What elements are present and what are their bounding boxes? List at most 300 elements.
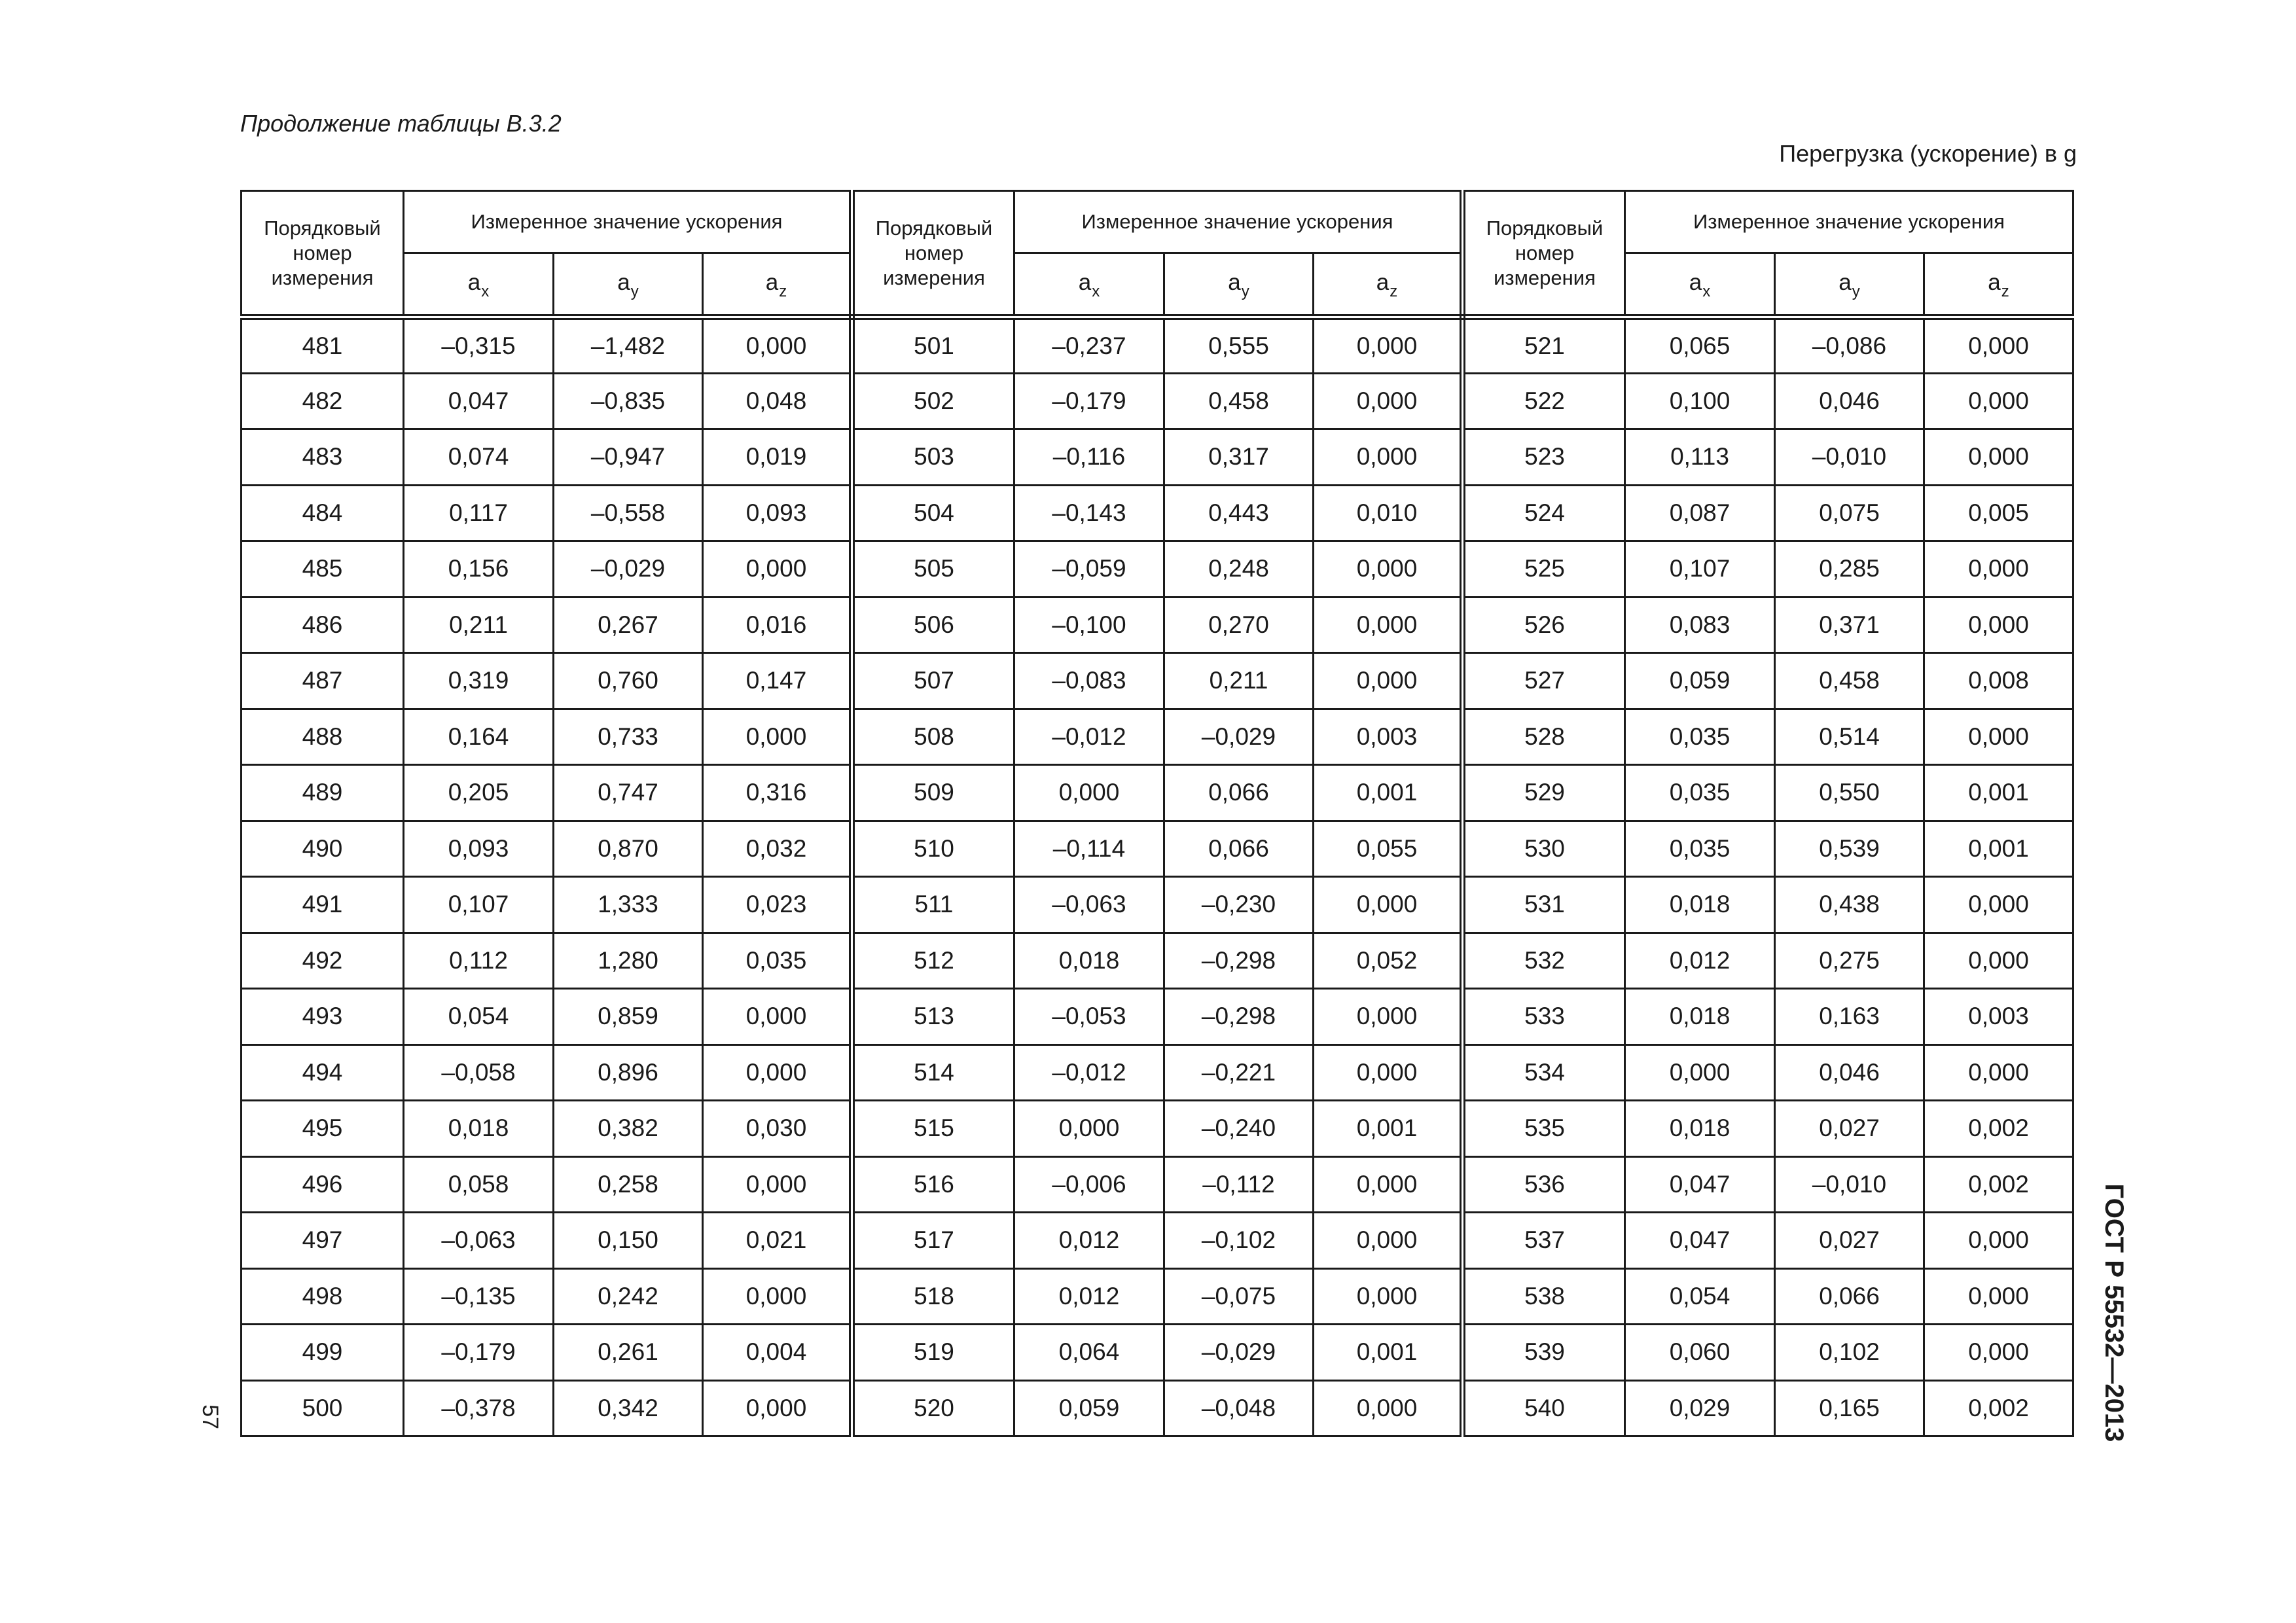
table-row bbox=[242, 933, 2073, 989]
acceleration-x-cell: –0,063 bbox=[404, 1213, 554, 1269]
measurement-number-cell: 507 bbox=[852, 653, 1014, 709]
measurement-number-cell: 488 bbox=[242, 709, 404, 765]
units-note: Перегрузка (ускорение) в g bbox=[1779, 140, 2077, 167]
header-axis-z bbox=[1924, 253, 2073, 317]
measurement-number-cell: 501 bbox=[852, 317, 1014, 374]
acceleration-z-cell: 0,000 bbox=[1924, 541, 2073, 597]
acceleration-y-cell: 0,066 bbox=[1775, 1268, 1924, 1325]
measurement-number-cell: 540 bbox=[1463, 1380, 1625, 1436]
header-measured-acceleration: Измеренное значение ускорения bbox=[404, 191, 852, 253]
acceleration-z-cell: 0,000 bbox=[1314, 1268, 1463, 1325]
acceleration-x-cell: –0,237 bbox=[1014, 317, 1164, 374]
table-row bbox=[242, 373, 2073, 429]
measurement-number-cell: 481 bbox=[242, 317, 404, 374]
acceleration-y-cell: 0,163 bbox=[1775, 989, 1924, 1045]
measurement-number-cell: 492 bbox=[242, 933, 404, 989]
axis-letter: a bbox=[467, 270, 481, 295]
acceleration-z-cell: 0,316 bbox=[703, 765, 852, 821]
axis-letter: a bbox=[1988, 270, 2001, 295]
acceleration-y-cell: –0,075 bbox=[1164, 1268, 1314, 1325]
measurement-number-cell: 522 bbox=[1463, 373, 1625, 429]
acceleration-y-cell: 0,458 bbox=[1164, 373, 1314, 429]
acceleration-x-cell: 0,113 bbox=[1625, 429, 1775, 486]
acceleration-x-cell: 0,000 bbox=[1014, 765, 1164, 821]
acceleration-x-cell: 0,100 bbox=[1625, 373, 1775, 429]
table-row bbox=[242, 989, 2073, 1045]
acceleration-z-cell: 0,000 bbox=[1314, 597, 1463, 653]
acceleration-x-cell: –0,135 bbox=[404, 1268, 554, 1325]
measurement-number-cell: 503 bbox=[852, 429, 1014, 486]
acceleration-z-cell: 0,000 bbox=[703, 1380, 852, 1436]
table-caption: Продолжение таблицы В.3.2 bbox=[240, 110, 562, 137]
acceleration-y-cell: 0,267 bbox=[554, 597, 703, 653]
measurement-number-cell: 491 bbox=[242, 877, 404, 933]
acceleration-z-cell: 0,000 bbox=[1924, 597, 2073, 653]
acceleration-z-cell: 0,021 bbox=[703, 1213, 852, 1269]
acceleration-z-cell: 0,003 bbox=[1924, 989, 2073, 1045]
acceleration-z-cell: 0,000 bbox=[1924, 373, 2073, 429]
measurement-number-cell: 508 bbox=[852, 709, 1014, 765]
axis-subscript: y bbox=[1241, 283, 1249, 300]
measurement-number-cell: 519 bbox=[852, 1325, 1014, 1381]
axis-subscript: x bbox=[1092, 283, 1100, 300]
acceleration-z-cell: 0,000 bbox=[1924, 317, 2073, 374]
acceleration-y-cell: 0,539 bbox=[1775, 821, 1924, 877]
acceleration-y-cell: 0,342 bbox=[554, 1380, 703, 1436]
acceleration-x-cell: –0,179 bbox=[404, 1325, 554, 1381]
acceleration-x-cell: –0,012 bbox=[1014, 1044, 1164, 1101]
acceleration-y-cell: –1,482 bbox=[554, 317, 703, 374]
acceleration-z-cell: 0,000 bbox=[1314, 989, 1463, 1045]
acceleration-y-cell: –0,029 bbox=[1164, 709, 1314, 765]
acceleration-y-cell: 0,066 bbox=[1164, 765, 1314, 821]
axis-letter: a bbox=[1078, 270, 1092, 295]
acceleration-z-cell: 0,000 bbox=[1924, 709, 2073, 765]
header-axis-y bbox=[1775, 253, 1924, 317]
measurement-number-cell: 534 bbox=[1463, 1044, 1625, 1101]
acceleration-x-cell: 0,107 bbox=[1625, 541, 1775, 597]
acceleration-y-cell: –0,835 bbox=[554, 373, 703, 429]
acceleration-z-cell: 0,000 bbox=[1924, 1213, 2073, 1269]
acceleration-x-cell: 0,000 bbox=[1014, 1101, 1164, 1157]
measurement-number-cell: 529 bbox=[1463, 765, 1625, 821]
acceleration-z-cell: 0,000 bbox=[1314, 1213, 1463, 1269]
acceleration-x-cell: 0,164 bbox=[404, 709, 554, 765]
header-axis-x bbox=[404, 253, 554, 317]
acceleration-y-cell: 0,150 bbox=[554, 1213, 703, 1269]
measurement-number-cell: 500 bbox=[242, 1380, 404, 1436]
acceleration-y-cell: 0,046 bbox=[1775, 1044, 1924, 1101]
acceleration-z-cell: 0,000 bbox=[1314, 373, 1463, 429]
acceleration-y-cell: 0,458 bbox=[1775, 653, 1924, 709]
acceleration-z-cell: 0,030 bbox=[703, 1101, 852, 1157]
acceleration-x-cell: –0,083 bbox=[1014, 653, 1164, 709]
acceleration-z-cell: 0,019 bbox=[703, 429, 852, 486]
acceleration-y-cell: 0,443 bbox=[1164, 485, 1314, 541]
acceleration-x-cell: 0,112 bbox=[404, 933, 554, 989]
acceleration-y-cell: 0,896 bbox=[554, 1044, 703, 1101]
acceleration-table bbox=[240, 190, 2074, 1437]
acceleration-y-cell: 0,261 bbox=[554, 1325, 703, 1381]
measurement-number-cell: 536 bbox=[1463, 1156, 1625, 1213]
measurement-number-cell: 528 bbox=[1463, 709, 1625, 765]
acceleration-y-cell: –0,230 bbox=[1164, 877, 1314, 933]
axis-letter: a bbox=[1839, 270, 1852, 295]
page-number: 57 bbox=[198, 1404, 223, 1429]
table-row bbox=[242, 1380, 2073, 1436]
table-row bbox=[242, 1325, 2073, 1381]
acceleration-x-cell: 0,018 bbox=[1014, 933, 1164, 989]
acceleration-z-cell: 0,002 bbox=[1924, 1380, 2073, 1436]
acceleration-z-cell: 0,000 bbox=[1314, 1044, 1463, 1101]
acceleration-z-cell: 0,093 bbox=[703, 485, 852, 541]
acceleration-y-cell: 0,550 bbox=[1775, 765, 1924, 821]
measurement-number-cell: 531 bbox=[1463, 877, 1625, 933]
acceleration-x-cell: 0,093 bbox=[404, 821, 554, 877]
acceleration-z-cell: 0,001 bbox=[1314, 1101, 1463, 1157]
measurement-number-cell: 482 bbox=[242, 373, 404, 429]
acceleration-x-cell: 0,047 bbox=[1625, 1213, 1775, 1269]
acceleration-x-cell: 0,156 bbox=[404, 541, 554, 597]
axis-letter: a bbox=[1689, 270, 1702, 295]
acceleration-x-cell: 0,018 bbox=[404, 1101, 554, 1157]
acceleration-y-cell: –0,298 bbox=[1164, 933, 1314, 989]
acceleration-x-cell: 0,065 bbox=[1625, 317, 1775, 374]
acceleration-y-cell: 0,066 bbox=[1164, 821, 1314, 877]
acceleration-z-cell: 0,000 bbox=[1924, 1325, 2073, 1381]
table-row bbox=[242, 541, 2073, 597]
table-row bbox=[242, 765, 2073, 821]
acceleration-x-cell: 0,035 bbox=[1625, 765, 1775, 821]
acceleration-x-cell: –0,058 bbox=[404, 1044, 554, 1101]
measurement-number-cell: 539 bbox=[1463, 1325, 1625, 1381]
measurement-number-cell: 498 bbox=[242, 1268, 404, 1325]
acceleration-y-cell: 0,870 bbox=[554, 821, 703, 877]
axis-subscript: y bbox=[1852, 283, 1860, 300]
measurement-number-cell: 496 bbox=[242, 1156, 404, 1213]
acceleration-x-cell: 0,211 bbox=[404, 597, 554, 653]
axis-letter: a bbox=[1376, 270, 1390, 295]
header-axis-z bbox=[703, 253, 852, 317]
measurement-number-cell: 504 bbox=[852, 485, 1014, 541]
header-measurement-number: Порядковый номер измерения bbox=[1463, 191, 1625, 317]
measurement-number-cell: 511 bbox=[852, 877, 1014, 933]
acceleration-y-cell: –0,010 bbox=[1775, 1156, 1924, 1213]
acceleration-z-cell: 0,000 bbox=[1924, 429, 2073, 486]
measurement-number-cell: 533 bbox=[1463, 989, 1625, 1045]
acceleration-x-cell: 0,087 bbox=[1625, 485, 1775, 541]
table-row bbox=[242, 429, 2073, 486]
measurement-number-cell: 538 bbox=[1463, 1268, 1625, 1325]
acceleration-x-cell: –0,114 bbox=[1014, 821, 1164, 877]
acceleration-x-cell: 0,205 bbox=[404, 765, 554, 821]
acceleration-x-cell: 0,059 bbox=[1625, 653, 1775, 709]
acceleration-z-cell: 0,001 bbox=[1924, 765, 2073, 821]
measurement-number-cell: 512 bbox=[852, 933, 1014, 989]
measurement-number-cell: 535 bbox=[1463, 1101, 1625, 1157]
acceleration-x-cell: 0,117 bbox=[404, 485, 554, 541]
acceleration-z-cell: 0,032 bbox=[703, 821, 852, 877]
header-axis-y bbox=[1164, 253, 1314, 317]
acceleration-y-cell: 0,733 bbox=[554, 709, 703, 765]
acceleration-x-cell: 0,012 bbox=[1625, 933, 1775, 989]
measurement-number-cell: 495 bbox=[242, 1101, 404, 1157]
acceleration-x-cell: –0,063 bbox=[1014, 877, 1164, 933]
measurement-number-cell: 532 bbox=[1463, 933, 1625, 989]
axis-subscript: z bbox=[779, 283, 787, 300]
measurement-number-cell: 523 bbox=[1463, 429, 1625, 486]
header-row-top bbox=[242, 191, 2073, 253]
acceleration-x-cell: 0,035 bbox=[1625, 709, 1775, 765]
acceleration-y-cell: –0,112 bbox=[1164, 1156, 1314, 1213]
acceleration-y-cell: 0,317 bbox=[1164, 429, 1314, 486]
acceleration-y-cell: 0,242 bbox=[554, 1268, 703, 1325]
acceleration-y-cell: 0,102 bbox=[1775, 1325, 1924, 1381]
measurement-number-cell: 514 bbox=[852, 1044, 1014, 1101]
acceleration-y-cell: –0,558 bbox=[554, 485, 703, 541]
acceleration-z-cell: 0,000 bbox=[1924, 1044, 2073, 1101]
acceleration-x-cell: –0,378 bbox=[404, 1380, 554, 1436]
axis-letter: a bbox=[617, 270, 630, 295]
header-measurement-number: Порядковый номер измерения bbox=[242, 191, 404, 317]
acceleration-z-cell: 0,048 bbox=[703, 373, 852, 429]
acceleration-x-cell: 0,018 bbox=[1625, 1101, 1775, 1157]
table-row bbox=[242, 485, 2073, 541]
measurement-number-cell: 494 bbox=[242, 1044, 404, 1101]
acceleration-z-cell: 0,052 bbox=[1314, 933, 1463, 989]
measurement-number-cell: 525 bbox=[1463, 541, 1625, 597]
measurement-number-cell: 537 bbox=[1463, 1213, 1625, 1269]
acceleration-x-cell: 0,029 bbox=[1625, 1380, 1775, 1436]
acceleration-z-cell: 0,000 bbox=[703, 1268, 852, 1325]
acceleration-z-cell: 0,004 bbox=[703, 1325, 852, 1381]
acceleration-y-cell: –0,010 bbox=[1775, 429, 1924, 486]
measurement-number-cell: 499 bbox=[242, 1325, 404, 1381]
measurement-number-cell: 524 bbox=[1463, 485, 1625, 541]
acceleration-z-cell: 0,002 bbox=[1924, 1101, 2073, 1157]
acceleration-x-cell: –0,006 bbox=[1014, 1156, 1164, 1213]
acceleration-y-cell: 0,211 bbox=[1164, 653, 1314, 709]
acceleration-y-cell: 0,514 bbox=[1775, 709, 1924, 765]
acceleration-y-cell: 0,555 bbox=[1164, 317, 1314, 374]
acceleration-z-cell: 0,147 bbox=[703, 653, 852, 709]
measurement-number-cell: 487 bbox=[242, 653, 404, 709]
acceleration-x-cell: 0,058 bbox=[404, 1156, 554, 1213]
measurement-number-cell: 518 bbox=[852, 1268, 1014, 1325]
acceleration-y-cell: –0,298 bbox=[1164, 989, 1314, 1045]
measurement-number-cell: 493 bbox=[242, 989, 404, 1045]
table-row bbox=[242, 1101, 2073, 1157]
acceleration-x-cell: 0,018 bbox=[1625, 877, 1775, 933]
header-axis-y bbox=[554, 253, 703, 317]
acceleration-x-cell: –0,143 bbox=[1014, 485, 1164, 541]
acceleration-y-cell: 0,371 bbox=[1775, 597, 1924, 653]
acceleration-x-cell: 0,012 bbox=[1014, 1268, 1164, 1325]
table-row bbox=[242, 653, 2073, 709]
acceleration-z-cell: 0,005 bbox=[1924, 485, 2073, 541]
acceleration-z-cell: 0,055 bbox=[1314, 821, 1463, 877]
acceleration-y-cell: 0,285 bbox=[1775, 541, 1924, 597]
measurement-number-cell: 520 bbox=[852, 1380, 1014, 1436]
table-row bbox=[242, 597, 2073, 653]
measurement-number-cell: 489 bbox=[242, 765, 404, 821]
acceleration-y-cell: 0,046 bbox=[1775, 373, 1924, 429]
measurement-number-cell: 526 bbox=[1463, 597, 1625, 653]
acceleration-y-cell: –0,086 bbox=[1775, 317, 1924, 374]
header-row-axes bbox=[242, 253, 2073, 317]
acceleration-z-cell: 0,000 bbox=[703, 1044, 852, 1101]
acceleration-x-cell: 0,047 bbox=[1625, 1156, 1775, 1213]
measurement-number-cell: 517 bbox=[852, 1213, 1014, 1269]
measurement-number-cell: 515 bbox=[852, 1101, 1014, 1157]
acceleration-x-cell: 0,054 bbox=[1625, 1268, 1775, 1325]
acceleration-z-cell: 0,010 bbox=[1314, 485, 1463, 541]
axis-letter: a bbox=[1228, 270, 1241, 295]
measurement-number-cell: 509 bbox=[852, 765, 1014, 821]
acceleration-z-cell: 0,023 bbox=[703, 877, 852, 933]
measurement-number-cell: 513 bbox=[852, 989, 1014, 1045]
acceleration-z-cell: 0,035 bbox=[703, 933, 852, 989]
acceleration-x-cell: 0,319 bbox=[404, 653, 554, 709]
acceleration-x-cell: 0,054 bbox=[404, 989, 554, 1045]
acceleration-z-cell: 0,003 bbox=[1314, 709, 1463, 765]
acceleration-y-cell: 1,280 bbox=[554, 933, 703, 989]
acceleration-y-cell: 0,075 bbox=[1775, 485, 1924, 541]
acceleration-x-cell: 0,012 bbox=[1014, 1213, 1164, 1269]
measurement-number-cell: 510 bbox=[852, 821, 1014, 877]
table-row bbox=[242, 877, 2073, 933]
acceleration-z-cell: 0,002 bbox=[1924, 1156, 2073, 1213]
measurement-number-cell: 506 bbox=[852, 597, 1014, 653]
acceleration-y-cell: –0,221 bbox=[1164, 1044, 1314, 1101]
acceleration-x-cell: –0,100 bbox=[1014, 597, 1164, 653]
acceleration-z-cell: 0,001 bbox=[1314, 1325, 1463, 1381]
measurement-number-cell: 521 bbox=[1463, 317, 1625, 374]
acceleration-z-cell: 0,001 bbox=[1924, 821, 2073, 877]
acceleration-z-cell: 0,000 bbox=[703, 709, 852, 765]
acceleration-y-cell: 0,747 bbox=[554, 765, 703, 821]
acceleration-y-cell: 0,258 bbox=[554, 1156, 703, 1213]
acceleration-y-cell: –0,102 bbox=[1164, 1213, 1314, 1269]
acceleration-z-cell: 0,000 bbox=[1314, 429, 1463, 486]
table-row bbox=[242, 1044, 2073, 1101]
table-row bbox=[242, 709, 2073, 765]
table-row bbox=[242, 1268, 2073, 1325]
acceleration-y-cell: 0,760 bbox=[554, 653, 703, 709]
acceleration-z-cell: 0,000 bbox=[1314, 317, 1463, 374]
axis-subscript: z bbox=[1390, 283, 1398, 300]
acceleration-x-cell: –0,059 bbox=[1014, 541, 1164, 597]
acceleration-z-cell: 0,000 bbox=[1314, 653, 1463, 709]
acceleration-x-cell: –0,116 bbox=[1014, 429, 1164, 486]
axis-letter: a bbox=[765, 270, 779, 295]
acceleration-y-cell: 0,275 bbox=[1775, 933, 1924, 989]
acceleration-z-cell: 0,008 bbox=[1924, 653, 2073, 709]
acceleration-z-cell: 0,000 bbox=[703, 317, 852, 374]
header-axis-z bbox=[1314, 253, 1463, 317]
acceleration-x-cell: 0,060 bbox=[1625, 1325, 1775, 1381]
acceleration-z-cell: 0,000 bbox=[703, 1156, 852, 1213]
measurement-number-cell: 497 bbox=[242, 1213, 404, 1269]
acceleration-y-cell: 0,027 bbox=[1775, 1213, 1924, 1269]
measurement-number-cell: 490 bbox=[242, 821, 404, 877]
acceleration-z-cell: 0,000 bbox=[1314, 877, 1463, 933]
acceleration-z-cell: 0,000 bbox=[703, 989, 852, 1045]
acceleration-y-cell: 0,859 bbox=[554, 989, 703, 1045]
acceleration-z-cell: 0,000 bbox=[703, 541, 852, 597]
measurement-number-cell: 486 bbox=[242, 597, 404, 653]
acceleration-x-cell: 0,064 bbox=[1014, 1325, 1164, 1381]
table-row bbox=[242, 821, 2073, 877]
acceleration-x-cell: –0,315 bbox=[404, 317, 554, 374]
acceleration-y-cell: –0,029 bbox=[1164, 1325, 1314, 1381]
acceleration-y-cell: 0,027 bbox=[1775, 1101, 1924, 1157]
acceleration-z-cell: 0,001 bbox=[1314, 765, 1463, 821]
acceleration-x-cell: 0,035 bbox=[1625, 821, 1775, 877]
acceleration-y-cell: 0,248 bbox=[1164, 541, 1314, 597]
header-axis-x bbox=[1625, 253, 1775, 317]
acceleration-y-cell: 0,270 bbox=[1164, 597, 1314, 653]
measurement-number-cell: 484 bbox=[242, 485, 404, 541]
acceleration-x-cell: 0,018 bbox=[1625, 989, 1775, 1045]
acceleration-y-cell: 0,165 bbox=[1775, 1380, 1924, 1436]
document-id: ГОСТ Р 55532—2013 bbox=[2100, 1183, 2128, 1442]
acceleration-y-cell: 1,333 bbox=[554, 877, 703, 933]
table-row bbox=[242, 1213, 2073, 1269]
acceleration-y-cell: –0,947 bbox=[554, 429, 703, 486]
acceleration-y-cell: –0,029 bbox=[554, 541, 703, 597]
acceleration-z-cell: 0,000 bbox=[1924, 1268, 2073, 1325]
measurement-number-cell: 530 bbox=[1463, 821, 1625, 877]
acceleration-x-cell: –0,012 bbox=[1014, 709, 1164, 765]
measurement-number-cell: 485 bbox=[242, 541, 404, 597]
acceleration-z-cell: 0,016 bbox=[703, 597, 852, 653]
acceleration-x-cell: 0,083 bbox=[1625, 597, 1775, 653]
axis-subscript: x bbox=[1702, 283, 1711, 300]
table-row bbox=[242, 317, 2073, 374]
acceleration-x-cell: 0,074 bbox=[404, 429, 554, 486]
acceleration-y-cell: 0,382 bbox=[554, 1101, 703, 1157]
acceleration-y-cell: 0,438 bbox=[1775, 877, 1924, 933]
header-measurement-number: Порядковый номер измерения bbox=[852, 191, 1014, 317]
table-row bbox=[242, 1156, 2073, 1213]
acceleration-x-cell: 0,059 bbox=[1014, 1380, 1164, 1436]
header-axis-x bbox=[1014, 253, 1164, 317]
measurement-number-cell: 505 bbox=[852, 541, 1014, 597]
acceleration-z-cell: 0,000 bbox=[1924, 933, 2073, 989]
axis-subscript: y bbox=[630, 283, 639, 300]
acceleration-y-cell: –0,048 bbox=[1164, 1380, 1314, 1436]
acceleration-y-cell: –0,240 bbox=[1164, 1101, 1314, 1157]
acceleration-x-cell: –0,179 bbox=[1014, 373, 1164, 429]
acceleration-x-cell: 0,107 bbox=[404, 877, 554, 933]
measurement-number-cell: 516 bbox=[852, 1156, 1014, 1213]
acceleration-x-cell: 0,047 bbox=[404, 373, 554, 429]
acceleration-z-cell: 0,000 bbox=[1314, 541, 1463, 597]
acceleration-z-cell: 0,000 bbox=[1924, 877, 2073, 933]
measurement-number-cell: 483 bbox=[242, 429, 404, 486]
header-measured-acceleration: Измеренное значение ускорения bbox=[1625, 191, 2073, 253]
acceleration-x-cell: –0,053 bbox=[1014, 989, 1164, 1045]
measurement-number-cell: 527 bbox=[1463, 653, 1625, 709]
header-measured-acceleration: Измеренное значение ускорения bbox=[1014, 191, 1463, 253]
acceleration-x-cell: 0,000 bbox=[1625, 1044, 1775, 1101]
acceleration-z-cell: 0,000 bbox=[1314, 1156, 1463, 1213]
acceleration-z-cell: 0,000 bbox=[1314, 1380, 1463, 1436]
measurement-number-cell: 502 bbox=[852, 373, 1014, 429]
axis-subscript: x bbox=[481, 283, 490, 300]
axis-subscript: z bbox=[2001, 283, 2009, 300]
